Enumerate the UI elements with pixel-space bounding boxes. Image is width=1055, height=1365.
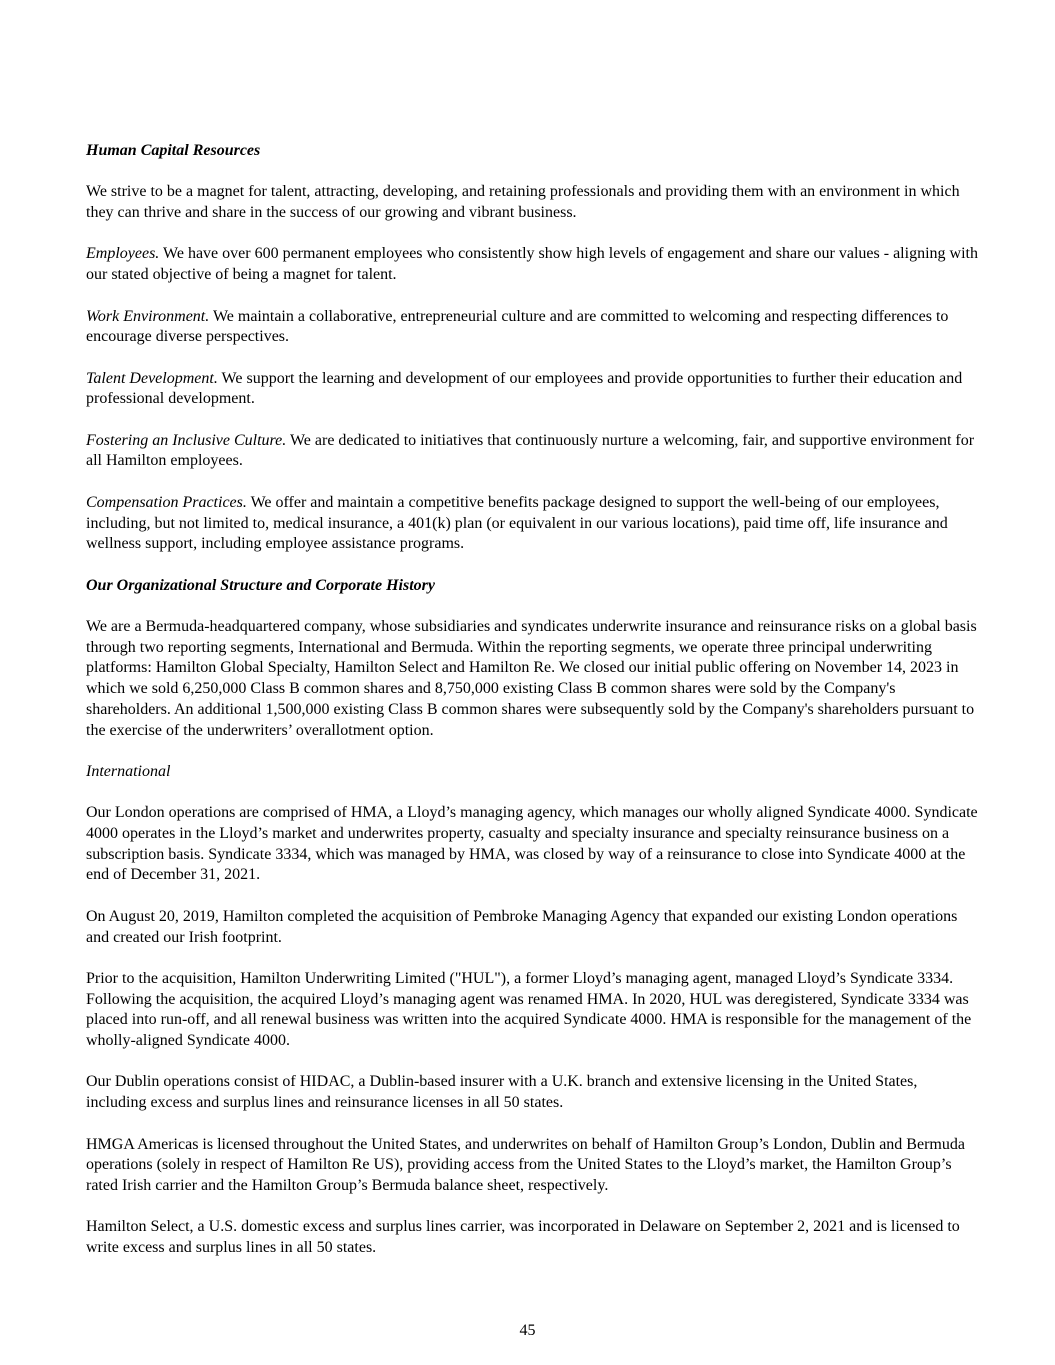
paragraph: Our London operations are comprised of HMA, a Lloyd’s managing agency, which manages our wholly aligned Syndicate 4000. Syndicate 4000 operates in the Lloyd’s market and underwrites property, casualty and specialty insurance and specialty reinsurance business on a subscription basis. Syndicate 3334, which was managed by HMA, was closed by way of a reinsurance to close into Syndicate 4000 at the end of December 31, 2021. bbox=[86, 804, 978, 884]
item-text: We offer and maintain a competitive benefits package designed to support the well-being of our employees, including, but not limited to, medical insurance, a 401(k) plan (or equivalent in our various locations), paid time off, life insurance and wellness support, including employee assistance programs. bbox=[86, 493, 948, 553]
paragraph: We are a Bermuda-headquartered company, whose subsidiaries and syndicates underwrite insurance and reinsurance risks on a global basis through two reporting segments, International and Bermuda. Within the reporting segments, we operate three principal underwriting platforms: Hamilton Global Specialty, Hamilton Select and Hamilton Re. We closed our initial public offering on November 14, 2023 in which we sold 6,250,000 Class B common shares and 8,750,000 existing Class B common shares were sold by the Company's shareholders. An additional 1,500,000 existing Class B common shares were subsequently sold by the Company's shareholders pursuant to the exercise of the underwriters’ overallotment option. bbox=[86, 618, 977, 739]
paragraph: Hamilton Select, a U.S. domestic excess and surplus lines carrier, was incorporated in Delaware on September 2, 2021 and is licensed to write excess and surplus lines in all 50 states. bbox=[86, 1218, 960, 1257]
paragraph bbox=[86, 431, 978, 472]
item-label: Talent Development. bbox=[86, 369, 218, 387]
page-number: 45 bbox=[519, 1322, 536, 1339]
item-text: We have over 600 permanent employees who consistently show high levels of engagement and share our values - aligning with our stated objective of being a magnet for talent. bbox=[86, 245, 978, 284]
item-text: We support the learning and development of our employees and provide opportunities to further their education and professional development. bbox=[86, 369, 963, 408]
item-text: We are dedicated to initiatives that continuously nurture a welcoming, fair, and supportive environment for all Hamilton employees. bbox=[86, 431, 975, 470]
item-label: Fostering an Inclusive Culture. bbox=[86, 431, 287, 449]
paragraph: We strive to be a magnet for talent, attracting, developing, and retaining professionals and providing them with an environment in which they can thrive and share in the success of our growing and vibrant business. bbox=[86, 183, 960, 222]
paragraph bbox=[86, 244, 978, 285]
item-label: Employees. bbox=[86, 245, 160, 263]
paragraph: Our Dublin operations consist of HIDAC, a Dublin-based insurer with a U.K. branch and extensive licensing in the United States, including excess and surplus lines and reinsurance licenses in all 50 states. bbox=[86, 1073, 918, 1112]
document-body bbox=[86, 141, 978, 1279]
section-heading: Our Organizational Structure and Corporate History bbox=[86, 576, 435, 594]
paragraph bbox=[86, 493, 978, 555]
paragraph bbox=[86, 307, 978, 348]
section-heading: Human Capital Resources bbox=[86, 142, 261, 159]
subheading: International bbox=[86, 762, 171, 780]
paragraph: HMGA Americas is licensed throughout the United States, and underwrites on behalf of Hamilton Group’s London, Dublin and Bermuda operations (solely in respect of Hamilton Re US), providing access from the United States to the Lloyd’s market, the Hamilton Group’s rated Irish carrier and the Hamilton Group’s Bermuda balance sheet, respectively. bbox=[86, 1135, 965, 1194]
item-label: Work Environment. bbox=[86, 307, 210, 325]
item-text: We maintain a collaborative, entrepreneurial culture and are committed to welcoming and respecting differences to encourage diverse perspectives. bbox=[86, 307, 949, 346]
paragraph: Prior to the acquisition, Hamilton Underwriting Limited ("HUL"), a former Lloyd’s managing agent, managed Lloyd’s Syndicate 3334. Following the acquisition, the acquired Lloyd’s managing agent was renamed HMA. In 2020, HUL was deregistered, Syndicate 3334 was placed into run-off, and all renewal business was written into the acquired Syndicate 4000. HMA is responsible for the management of the wholly-aligned Syndicate 4000. bbox=[86, 969, 972, 1050]
paragraph: On August 20, 2019, Hamilton completed the acquisition of Pembroke Managing Agency that expanded our existing London operations and created our Irish footprint. bbox=[86, 907, 958, 946]
item-label: Compensation Practices. bbox=[86, 493, 247, 511]
paragraph bbox=[86, 369, 978, 410]
